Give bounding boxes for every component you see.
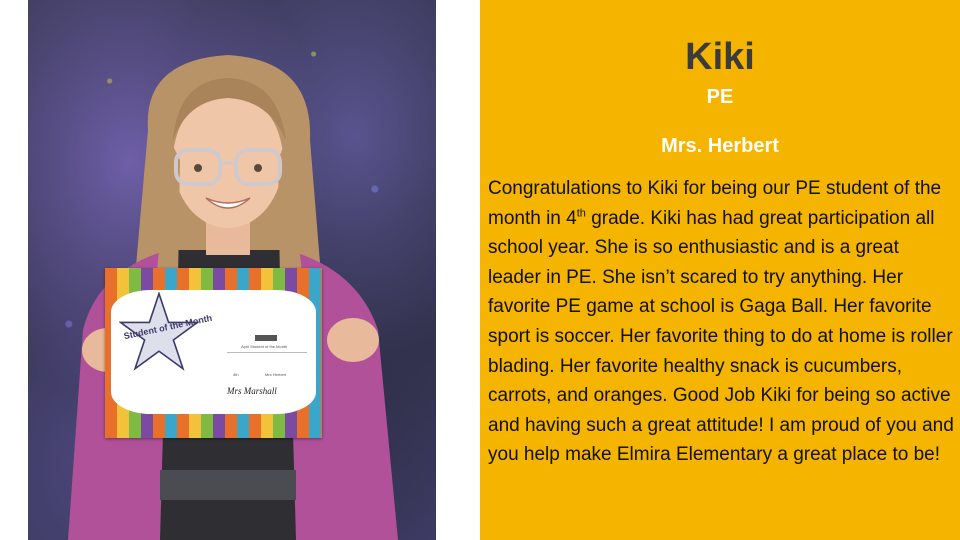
certificate-star-label: Student of the Month — [122, 312, 213, 342]
body-text-part2: grade. Kiki has had great participation all school year. She is so enthusiastic and is a great leader in PE. She isn’t scared to try anything. Her favorite PE game at school is Gaga Ball. Her favorite sport is soccer. Her favorite thing to do at home is roller blading. Her favorite healthy snack is cucumbers, carrots, and oranges. Good Job Kiki for being so active and having such a great attitude! I am proud of you and you help make Elmira Elementary a great place to be! — [488, 207, 954, 466]
certificate-divider — [227, 352, 307, 353]
teacher-name: Mrs. Herbert — [661, 135, 779, 157]
redaction-bar — [255, 335, 277, 341]
student-photo — [28, 0, 436, 540]
certificate — [105, 268, 322, 438]
certificate-signature: Mrs Marshall — [227, 386, 277, 396]
congratulations-text — [488, 174, 954, 470]
info-panel — [480, 0, 960, 540]
certificate-grade-line: 4th — [233, 372, 239, 377]
body-text-superscript: th — [576, 207, 586, 220]
certificate-month-line: April Student of the Month — [241, 344, 288, 349]
certificate-teacher-line: Mrs Herbert — [265, 372, 287, 377]
subject-label: PE — [706, 86, 734, 108]
body-text-part1: Congratulations to Kiki for being our PE student of the month in 4 — [488, 178, 942, 229]
student-name: Kiki — [685, 36, 755, 78]
